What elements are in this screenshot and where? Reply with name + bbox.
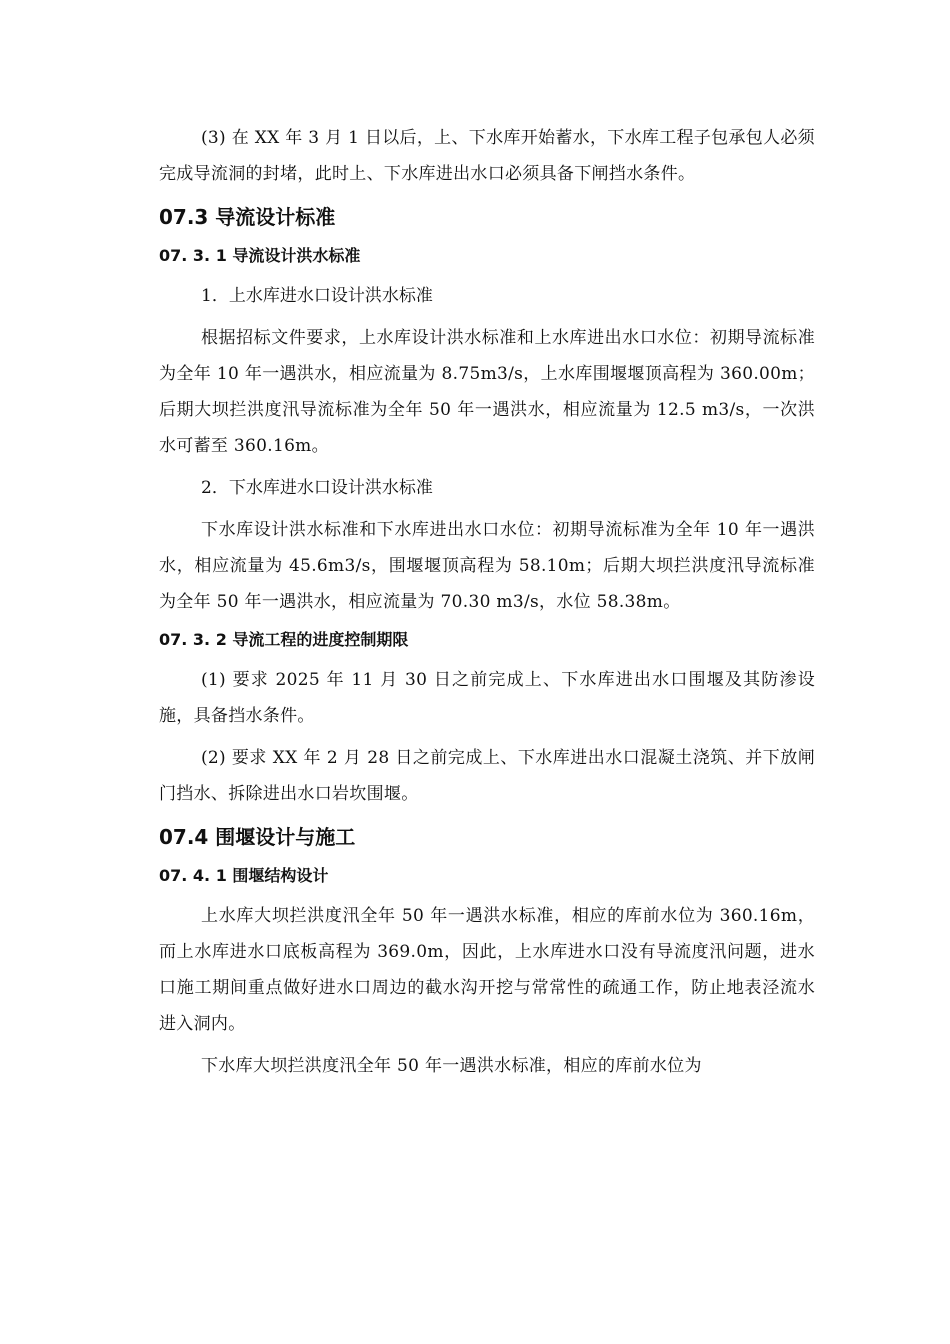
paragraph-lower-cofferdam: 下水库大坝拦洪度汛全年 50 年一遇洪水标准，相应的库前水位为 <box>201 1056 702 1076</box>
paragraph-lower-reservoir-standard: 下水库设计洪水标准和下水库进出水口水位：初期导流标准为全年 10 年一遇洪水，相应流量为 45.6m3/s，围堰堰顶高程为 58.10m；后期大坝拦洪度汛导流标准为全年 50 年一遇洪水，相应流量为 70.30 m3/s，水位 58.38m。 <box>159 520 815 612</box>
heading-cofferdam-design: 07.4 围堰设计与施工 <box>159 825 356 849</box>
document-page <box>159 120 815 1090</box>
list-item-upper-intake-standard: 1．上水库进水口设计洪水标准 <box>201 286 433 306</box>
heading-cofferdam-structure: 07. 4. 1 围堰结构设计 <box>159 866 329 885</box>
paragraph-upper-cofferdam: 上水库大坝拦洪度汛全年 50 年一遇洪水标准，相应的库前水位为 360.16m，而上水库进水口底板高程为 369.0m，因此，上水库进水口没有导流度汛问题，进水口施工期间重点做好进水口周边的截水沟开挖与常常性的疏通工作，防止地表泾流水进入洞内。 <box>159 906 815 1034</box>
paragraph-deadline-2: (2) 要求 XX 年 2 月 28 日之前完成上、下水库进出水口混凝土浇筑、并下放闸门挡水、拆除进出水口岩坎围堰。 <box>159 748 815 804</box>
heading-diversion-schedule-deadline: 07. 3. 2 导流工程的进度控制期限 <box>159 630 409 649</box>
paragraph-upper-reservoir-standard: 根据招标文件要求，上水库设计洪水标准和上水库进出水口水位：初期导流标准为全年 10 年一遇洪水，相应流量为 8.75m3/s，上水库围堰堰顶高程为 360.00m；后期大坝拦洪度汛导流标准为全年 50 年一遇洪水，相应流量为 12.5 m3/s，一次洪水可蓄至 360.16m。 <box>159 328 815 456</box>
heading-diversion-flood-standard: 07. 3. 1 导流设计洪水标准 <box>159 246 361 265</box>
heading-diversion-design-standard: 07.3 导流设计标准 <box>159 205 336 229</box>
list-item-lower-intake-standard: 2．下水库进水口设计洪水标准 <box>201 478 433 498</box>
paragraph-deadline-1: (1) 要求 2025 年 11 月 30 日之前完成上、下水库进出水口围堰及其防渗设施，具备挡水条件。 <box>159 670 815 726</box>
paragraph-reservoir-impoundment: (3) 在 XX 年 3 月 1 日以后，上、下水库开始蓄水，下水库工程子包承包人必须完成导流洞的封堵，此时上、下水库进出水口必须具备下闸挡水条件。 <box>159 128 815 184</box>
